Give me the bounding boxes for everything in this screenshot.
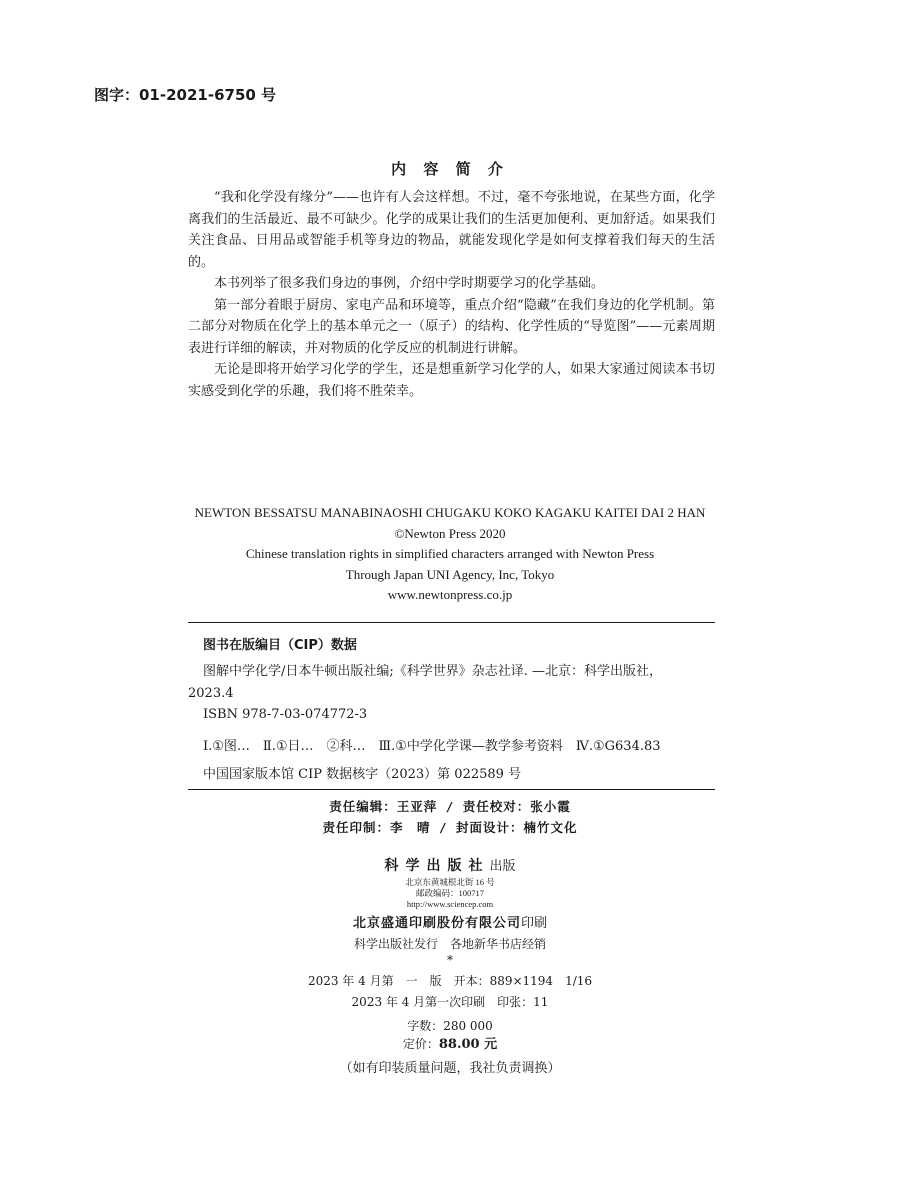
permit-number: 图字：01-2021-6750 号 [94,86,277,104]
printer-suffix: 印刷 [521,916,548,931]
copyright-credits [0,503,900,606]
printer-line [0,912,900,931]
intro-paragraph: “我和化学没有缘分”——也许有人会这样想。不过，毫不夸张地说，在某些方面，化学离我们的生活最近、最不可缺少。化学的成果让我们的生活更加便利、更加舒适。如果我们关注食品、日用品或智能手机等身边的物品，就能发现化学是如何支撑着我们每天的生活的。 [188,190,715,270]
intro-paragraph: 本书列举了很多我们身边的事例，介绍中学时期要学习的化学基础。 [214,276,605,291]
cip-isbn: ISBN 978-7-03-074772-3 [203,707,368,722]
intro-title: 内 容 简 介 [391,160,509,178]
publisher-website: www.newtonpress.co.jp [387,587,513,602]
intro-paragraph: 第一部分着眼于厨房、家电产品和环境等，重点介绍“隐藏”在我们身边的化学机制。第二部分对物质在化学上的基本单元之一（原子）的结构、化学性质的“导览图”——元素周期表进行详细的解读，并对物质的化学反应的机制进行讲解。 [188,297,715,356]
printing-line: 2023 年 4 月第一次印刷 印张：11 [351,995,549,1009]
cip-title: 图书在版编目（CIP）数据 [203,638,357,653]
cip-line: 图解中学化学/日本牛顿出版社编;《科学世界》杂志社译. —北京：科学出版社， [203,664,663,679]
editor-credits: 责任编辑：王亚萍 / 责任校对：张小霞 [329,799,571,814]
printer-name: 北京盛通印刷股份有限公司 [352,916,521,931]
production-credits: 责任印制：李 晴 / 封面设计：楠竹文化 [322,820,578,835]
publisher-line [0,855,900,875]
agency-line: Through Japan UNI Agency, Inc, Tokyo [345,566,555,582]
intro-body [188,187,715,402]
word-count: 字数：280 000 [407,1019,493,1033]
original-title: NEWTON BESSATSU MANABINAOSHI CHUGAKU KOKO KAGAKU KAITEI DAI 2 HAN [194,505,706,520]
price-value: 88.00 元 [438,1037,498,1052]
copyright-line: ©Newton Press 2020 [394,525,506,541]
distribution-line: 科学出版社发行 各地新华书店经销 [353,937,546,951]
cip-top-rule [188,622,715,623]
cip-bottom-rule [188,789,715,790]
cip-record-number: 中国国家版本馆 CIP 数据核字（2023）第 022589 号 [203,767,522,782]
intro-paragraph: 无论是即将开始学习化学的学生，还是想重新学习化学的人，如果大家通过阅读本书切实感受到化学的乐趣，我们将不胜荣幸。 [188,362,715,399]
publisher-name: 科学出版社 [384,858,490,874]
publisher-address: 北京东黄城根北街 16 号 [405,877,495,887]
cip-line: 2023.4 [188,686,234,701]
publisher-postcode: 邮政编码：100717 [415,888,484,898]
translation-rights: Chinese translation rights in simplified characters arranged with Newton Press [245,546,655,561]
publisher-url: http://www.sciencep.com [406,899,494,909]
publisher-suffix: 出版 [489,859,516,874]
edition-line: 2023 年 4 月第 一 版 开本：889×1194 1/16 [307,974,593,988]
cip-classification: Ⅰ.①图… Ⅱ.①日… ②科… Ⅲ.①中学化学课—教学参考资料 Ⅳ.①G634.83 [203,739,661,754]
quality-notice: （如有印装质量问题，我社负责调换） [339,1061,561,1076]
separator-asterisk: * [447,953,453,967]
price-label: 定价： [402,1037,439,1051]
price-line [0,1033,900,1052]
